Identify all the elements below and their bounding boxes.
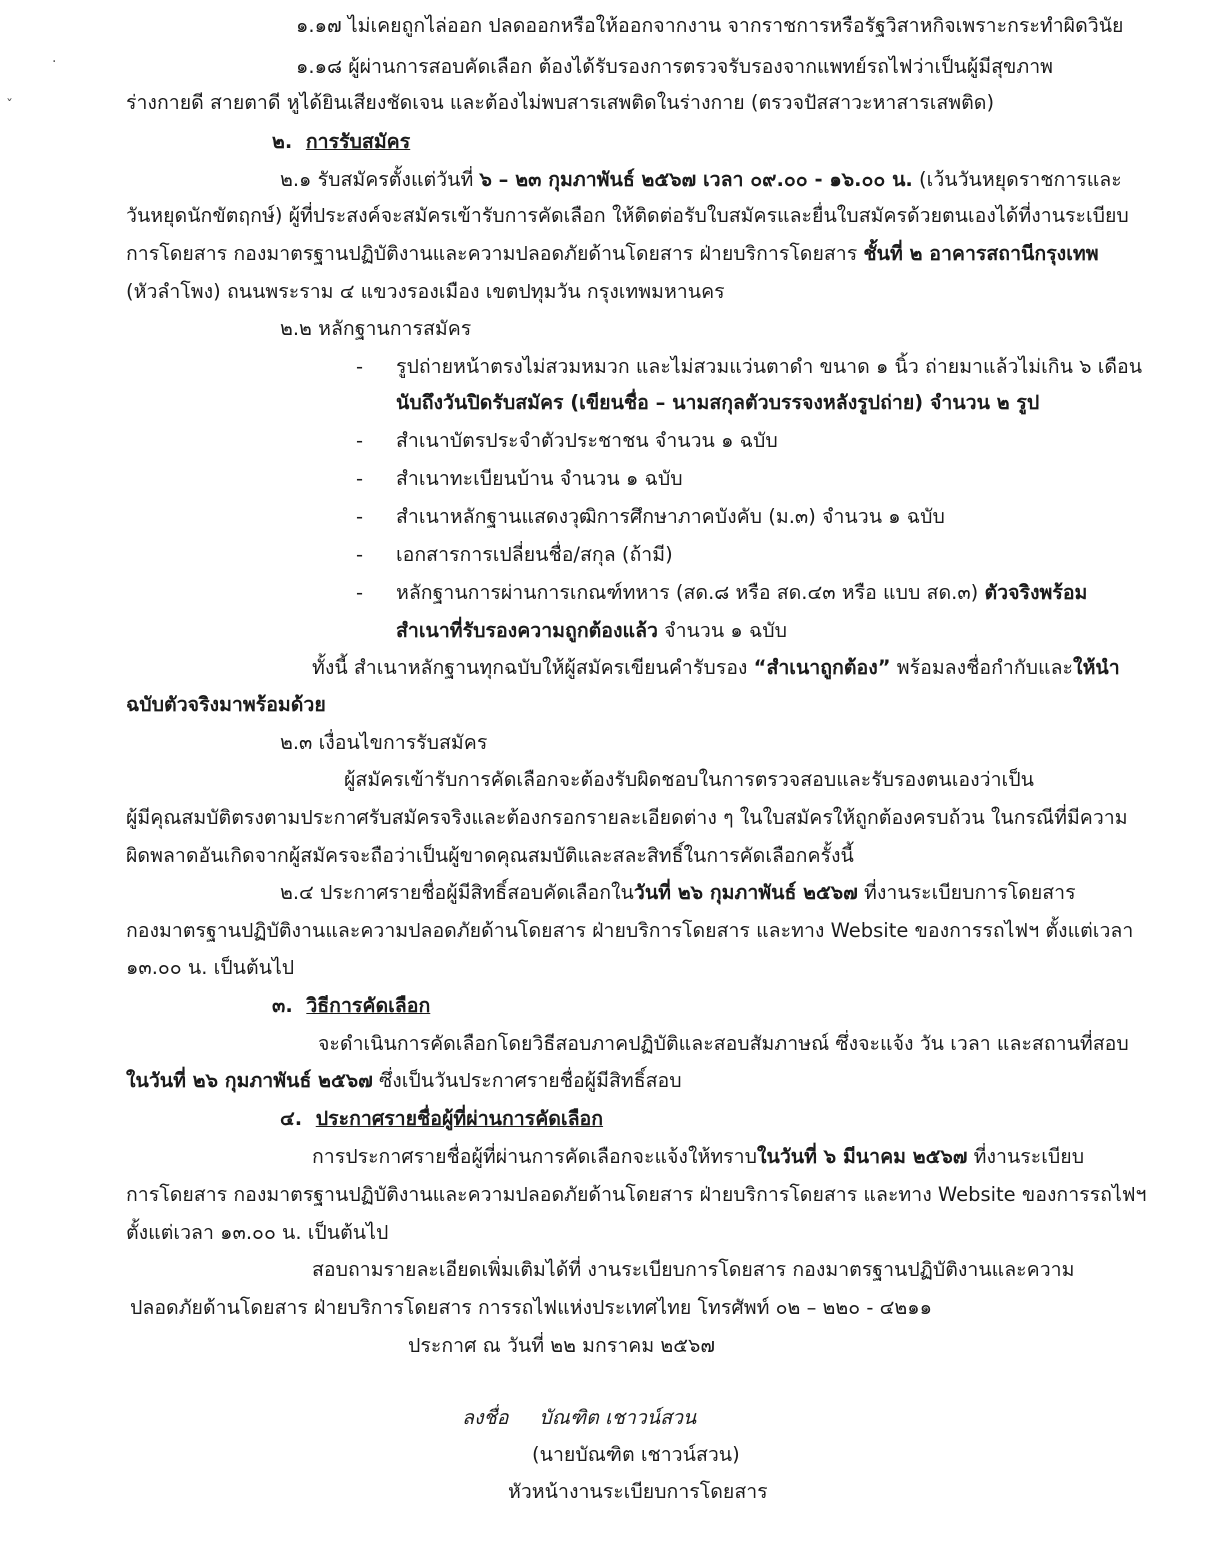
scan-speck: ˇ (6, 98, 13, 114)
selection-date: ในวันที่ ๒๖ กุมภาพันธ์ ๒๕๖๗ (126, 1069, 373, 1092)
clause-2-3-line2: ผู้มีคุณสมบัติตรงตามประกาศรับสมัครจริงและต้องกรอกรายละเอียดต่าง ๆ ในใบสมัครให้ถูกต้องครบถ้วน ในกรณีที่มีความ (126, 806, 1128, 829)
section-title: การรับสมัคร (305, 130, 411, 153)
item-1-18-cont: ร่างกายดี สายตาดี หูได้ยินเสียงชัดเจน และต้องไม่พบสารเสพติดในร่างกาย (ตรวจปัสสาวะหาสารเสพติด) (126, 91, 995, 114)
doc-item-name-change: เอกสารการเปลี่ยนชื่อ/สกุล (ถ้ามี) (396, 543, 673, 566)
scan-speck: · (52, 54, 57, 70)
certification-note (312, 655, 1120, 681)
application-period: ๖ – ๒๓ กุมภาพันธ์ ๒๕๖๗ เวลา ๐๙.๐๐ - ๑๖.๐๐ น. (479, 168, 913, 191)
certification-note-cont: ฉบับตัวจริงมาพร้อมด้วย (126, 693, 326, 716)
bullet-dash: - (356, 467, 364, 490)
clause-2-3: ๒.๓ เงื่อนไขการรับสมัคร (280, 731, 488, 754)
item-emphasis: สำเนาที่รับรองความถูกต้องแล้ว (396, 619, 658, 642)
announcement-date: ประกาศ ณ วันที่ ๒๒ มกราคม ๒๕๖๗ (408, 1334, 716, 1357)
section-2-heading (272, 129, 410, 155)
exam-list-date: วันที่ ๒๖ กุมภาพันธ์ ๒๕๖๗ (633, 881, 858, 904)
doc-item-house-registration: สำเนาทะเบียนบ้าน จำนวน ๑ ฉบับ (396, 467, 683, 490)
clause-2-3-line1: ผู้สมัครเข้ารับการคัดเลือกจะต้องรับผิดชอบในการตรวจสอบและรับรองตนเองว่าเป็น (344, 768, 1034, 791)
results-announcement-line3: ตั้งแต่เวลา ๑๓.๐๐ น. เป็นต้นไป (126, 1221, 389, 1244)
section-title: วิธีการคัดเลือก (306, 994, 431, 1017)
clause-2-4 (280, 880, 1076, 906)
clause-2-3-line3: ผิดพลาดอันเกิดจากผู้สมัครจะถือว่าเป็นผู้ขาดคุณสมบัติและสละสิทธิ์ในการคัดเลือกครั้งนี้ (126, 844, 854, 867)
signature-label: ลงชื่อ (462, 1406, 509, 1429)
signature: บัณฑิต เชาวน์สวน (539, 1406, 697, 1429)
doc-item-photo: รูปถ่ายหน้าตรงไม่สวมหมวก และไม่สวมแว่นตาดำ ขนาด ๑ นิ้ว ถ่ายมาแล้วไม่เกิน ๖ เดือน (396, 355, 1143, 378)
note-text: พร้อมลงชื่อกำกับและ (890, 656, 1074, 679)
signature-line (462, 1405, 696, 1431)
item-emphasis: ตัวจริงพร้อม (984, 581, 1088, 604)
doc-item-military (396, 580, 1087, 606)
selection-method-cont (126, 1068, 682, 1094)
office-location: ชั้นที่ ๒ อาคารสถานีกรุงเทพ (863, 242, 1099, 265)
selection-text: ซึ่งเป็นวันประกาศรายชื่อผู้มีสิทธิ์สอบ (372, 1069, 682, 1092)
section-3-heading (272, 993, 430, 1019)
item-text: หลักฐานการผ่านการเกณฑ์ทหาร (สด.๘ หรือ สด.๔๓ หรือ แบบ สด.๓) (396, 581, 985, 604)
item-1-17: ๑.๑๗ ไม่เคยถูกไล่ออก ปลดออกหรือให้ออกจากงาน จากราชการหรือรัฐวิสาหกิจเพราะกระทำผิดวินัย (296, 14, 1124, 37)
bullet-dash: - (356, 355, 364, 378)
bullet-dash: - (356, 505, 364, 528)
doc-item-photo-cont: นับถึงวันปิดรับสมัคร (เขียนชื่อ – นามสกุลตัวบรรจงหลังรูปถ่าย) จำนวน ๒ รูป (396, 391, 1040, 414)
clause-text: การโดยสาร กองมาตรฐานปฏิบัติงานและความปลอดภัยด้านโดยสาร ฝ่ายบริการโดยสาร (126, 242, 864, 265)
clause-text: ที่งานระเบียบการโดยสาร (857, 881, 1076, 904)
bullet-dash: - (356, 543, 364, 566)
contact-info: สอบถามรายละเอียดเพิ่มเติมได้ที่ งานระเบียบการโดยสาร กองมาตรฐานปฏิบัติงานและความ (312, 1258, 1075, 1281)
clause-text: (เว้นวันหยุดราชการและ (912, 168, 1122, 191)
results-date: ในวันที่ ๖ มีนาคม ๒๕๖๗ (757, 1145, 968, 1168)
clause-2-4-line2: กองมาตรฐานปฏิบัติงานและความปลอดภัยด้านโดยสาร ฝ่ายบริการโดยสาร และทาง Website ของการรถไฟฯ ตั้งแต่เวลา (126, 919, 1134, 942)
clause-text: ๒.๔ ประกาศรายชื่อผู้มีสิทธิ์สอบคัดเลือกใน (280, 881, 634, 904)
section-number: ๓. (272, 994, 293, 1017)
clause-2-1-line2: วันหยุดนักขัตฤกษ์) ผู้ที่ประสงค์จะสมัครเข้ารับการคัดเลือก ให้ติดต่อรับใบสมัครและยื่นใบสมัครด้วยตนเองได้ที่งานระเบียบ (126, 204, 1129, 227)
item-1-18: ๑.๑๘ ผู้ผ่านการสอบคัดเลือก ต้องได้รับรองการตรวจรับรองจากแพทย์รถไฟว่าเป็นผู้มีสุขภาพ (296, 55, 1054, 78)
signatory-name: (นายบัณฑิต เชาวน์สวน) (532, 1443, 740, 1466)
signatory-position: หัวหน้างานระเบียบการโดยสาร (508, 1480, 768, 1503)
clause-2-1-line4: (หัวลำโพง) ถนนพระราม ๔ แขวงรองเมือง เขตปทุมวัน กรุงเทพมหานคร (126, 280, 725, 303)
clause-2-1 (280, 167, 1122, 193)
note-text: ทั้งนี้ สำเนาหลักฐานทุกฉบับให้ผู้สมัครเขียนคำรับรอง (312, 656, 754, 679)
clause-2-4-line3: ๑๓.๐๐ น. เป็นต้นไป (126, 956, 295, 979)
section-number: ๔. (280, 1107, 303, 1130)
doc-item-id-card: สำเนาบัตรประจำตัวประชาชน จำนวน ๑ ฉบับ (396, 429, 778, 452)
bullet-dash: - (356, 429, 364, 452)
doc-item-education: สำเนาหลักฐานแสดงวุฒิการศึกษาภาคบังคับ (ม.๓) จำนวน ๑ ฉบับ (396, 505, 945, 528)
item-text: จำนวน ๑ ฉบับ (657, 619, 787, 642)
clause-text: ๒.๑ รับสมัครตั้งแต่วันที่ (280, 168, 480, 191)
results-text: ที่งานระเบียบ (967, 1145, 1085, 1168)
bullet-dash: - (356, 581, 364, 604)
section-number: ๒. (272, 130, 293, 153)
section-4-heading (280, 1106, 603, 1132)
note-emphasis: ให้นำ (1073, 656, 1120, 679)
contact-info-cont: ปลอดภัยด้านโดยสาร ฝ่ายบริการโดยสาร การรถไฟแห่งประเทศไทย โทรศัพท์ ๐๒ – ๒๒๐ - ๔๒๑๑ (130, 1296, 932, 1319)
results-announcement-line2: การโดยสาร กองมาตรฐานปฏิบัติงานและความปลอดภัยด้านโดยสาร ฝ่ายบริการโดยสาร และทาง Website ของการรถไฟฯ (126, 1183, 1147, 1206)
results-announcement (312, 1144, 1084, 1170)
results-text: การประกาศรายชื่อผู้ที่ผ่านการคัดเลือกจะแจ้งให้ทราบ (312, 1145, 757, 1168)
selection-method: จะดำเนินการคัดเลือกโดยวิธีสอบภาคปฏิบัติและสอบสัมภาษณ์ ซึ่งจะแจ้ง วัน เวลา และสถานที่สอบ (318, 1032, 1129, 1055)
clause-2-1-line3 (126, 241, 1099, 267)
section-title: ประกาศรายชื่อผู้ที่ผ่านการคัดเลือก (315, 1107, 604, 1130)
doc-item-military-cont (396, 618, 787, 644)
note-quote: “สำเนาถูกต้อง” (753, 656, 891, 679)
clause-2-2: ๒.๒ หลักฐานการสมัคร (280, 317, 472, 340)
